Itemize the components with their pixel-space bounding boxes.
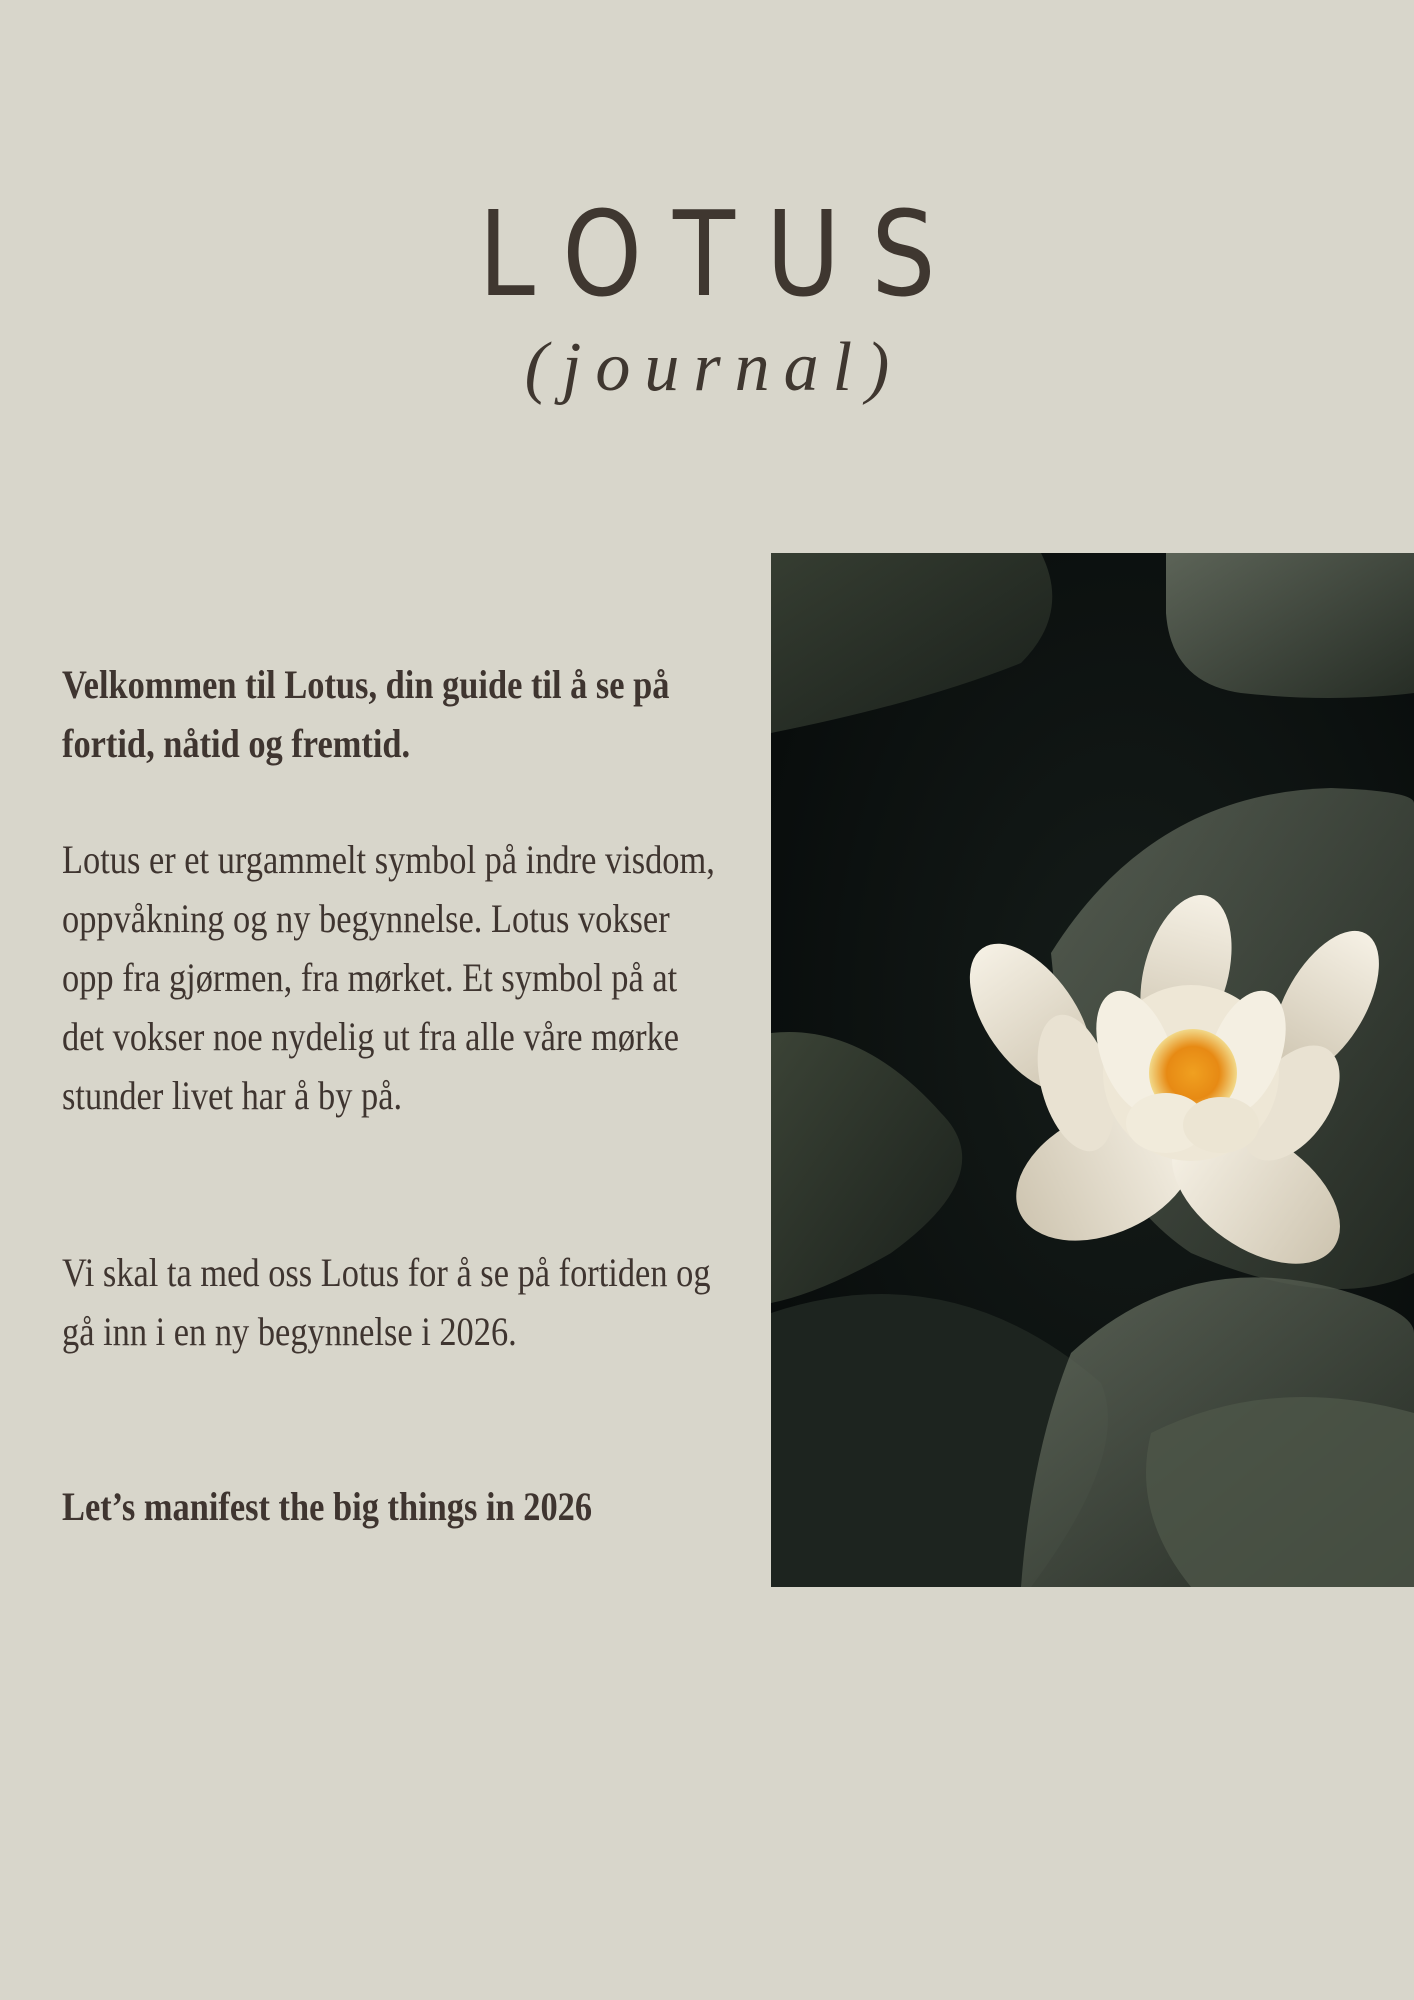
closing-line: Let’s manifest the big things in 2026 [62,1484,593,1529]
text-column [62,655,722,1529]
lotus-flower-image [771,553,1414,1587]
body-paragraph-2: Vi skal ta med oss Lotus for å se på fortiden og gå inn i en ny begynnelse i 2026. [62,1250,711,1354]
page-title: LOTUS [478,185,967,323]
page-subtitle: (journal) [524,329,904,406]
masthead [0,185,1414,406]
lotus-photo [771,553,1414,1587]
body-paragraph-1: Lotus er et urgammelt symbol på indre visdom, oppvåkning og ny begynnelse. Lotus vokser opp fra gjørmen, fra mørket. Et symbol på at det vokser noe nydelig ut fra alle våre mørke stunder livet har å by på. [62,837,715,1118]
intro-paragraph: Velkommen til Lotus, din guide til å se på fortid, nåtid og fremtid. [62,662,670,766]
